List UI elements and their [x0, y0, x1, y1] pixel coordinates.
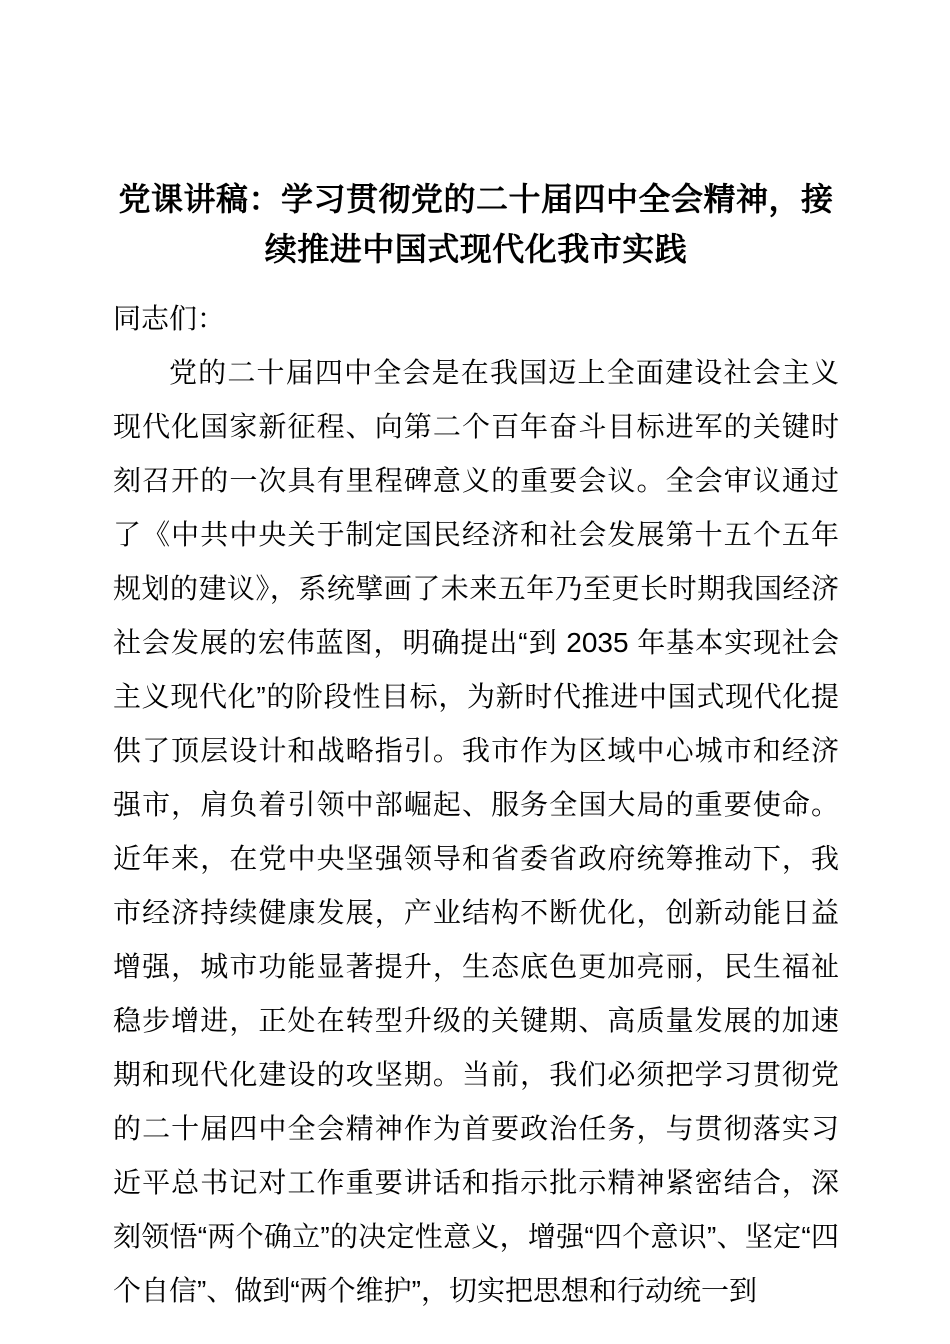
- document-text-column: [113, 0, 839, 1318]
- document-title: 党课讲稿：学习贯彻党的二十届四中全会精神，接续推进中国式现代化我市实践: [118, 181, 834, 267]
- document-salutation: 同志们：: [113, 303, 226, 334]
- document-paragraph: 党的二十届四中全会是在我国迈上全面建设社会主义现代化国家新征程、向第二个百年奋斗目标进军的关键时刻召开的一次具有里程碑意义的重要会议。全会审议通过了《中共中央关于制定国民经济和社会发展第十五个五年规划的建议》，系统擘画了未来五年乃至更长时期我国经济社会发展的宏伟蓝图，明确提出“到 2035 年基本实现社会主义现代化”的阶段性目标，为新时代推进中国式现代化提供了顶层设计和战略指引。我市作为区域中心城市和经济强市，肩负着引领中部崛起、服务全国大局的重要使命。近年来，在党中央坚强领导和省委省政府统筹推动下，我市经济持续健康发展，产业结构不断优化，创新动能日益增强，城市功能显著提升，生态底色更加亮丽，民生福祉稳步增进，正处在转型升级的关键期、高质量发展的加速期和现代化建设的攻坚期。当前，我们必须把学习贯彻党的二十届四中全会精神作为首要政治任务，与贯彻落实习近平总书记对工作重要讲话和指示批示精神紧密结合，深刻领悟“两个确立”的决定性意义，增强“四个意识”、坚定“四个自信”、做到“两个维护”，切实把思想和行动统一到: [113, 357, 839, 1306]
